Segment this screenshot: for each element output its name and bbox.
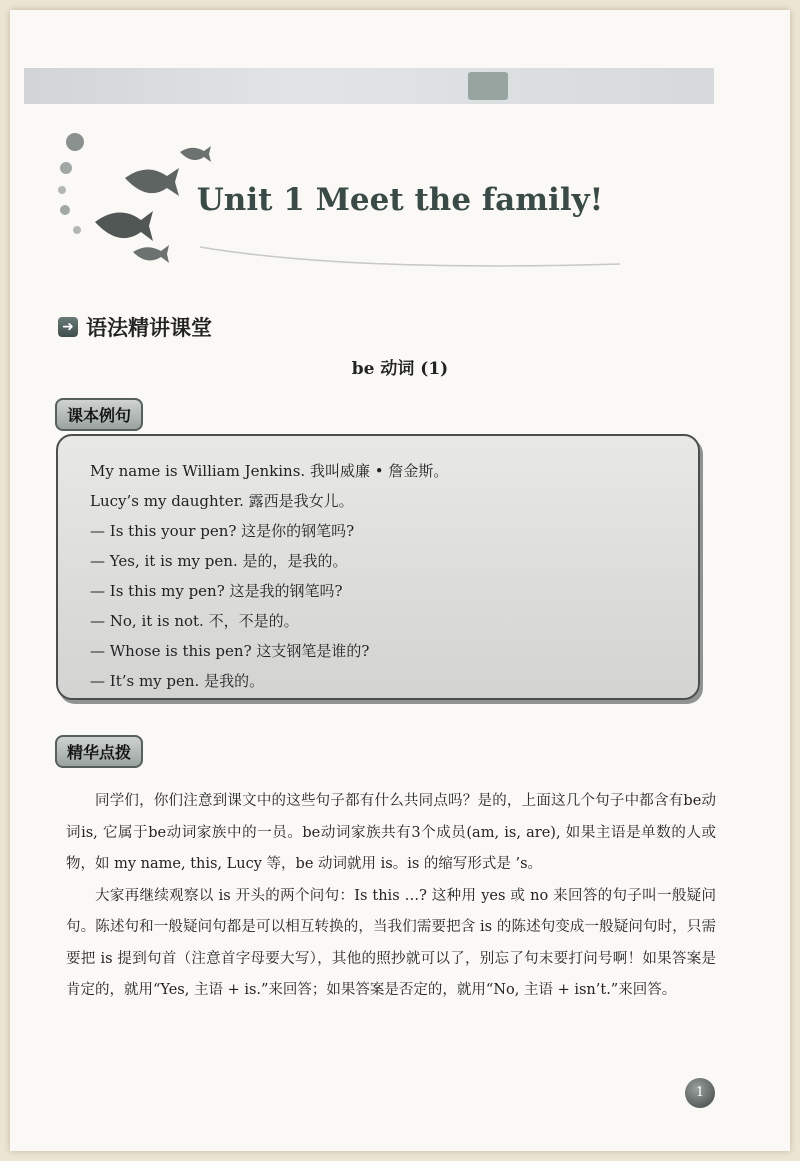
example-sentence: Lucy’s my daughter. 露西是我女儿。 (90, 492, 354, 510)
paragraph: 同学们，你们注意到课文中的这些句子都有什么共同点吗？是的，上面这几个句子中都含有be动词is, 它属于be动词家族中的一员。be动词家族共有3个成员(am, is, are), 如果主语是单数的人或物，如 my name, this, Lucy 等，be 动词就用 is。is 的缩写形式是 ’s。 (66, 793, 716, 872)
paragraph: 大家再继续观察以 is 开头的两个问句：Is this …? 这种用 yes 或 no 来回答的句子叫一般疑问句。陈述句和一般疑问句都是可以相互转换的，当我们需要把含 is 的陈述句变成一般疑问句时，只需要把 is 提到句首（注意首字母要大写），其他的照抄就可以了，别忘了句末要打问号啊！如果答案是肯定的，就用“Yes, 主语 + is.”来回答；如果答案是否定的，就用“No, 主语 + isn’t.”来回答。 (66, 887, 716, 998)
example-sentence: — Is this my pen? 这是我的钢笔吗? (90, 582, 343, 600)
unit-title: Unit 1 Meet the family! (196, 182, 604, 218)
section-heading-text: 语法精讲课堂 (86, 316, 212, 340)
example-sentence: — Whose is this pen? 这支钢笔是谁的? (90, 642, 370, 660)
example-sentence: — No, it is not. 不，不是的。 (90, 612, 299, 630)
header-badge (468, 72, 508, 100)
arrow-icon: ➜ (58, 317, 78, 337)
section-heading (58, 312, 212, 342)
title-underline-curve (200, 242, 620, 272)
explanation-text (66, 786, 716, 1007)
page-number: 1 (685, 1078, 715, 1108)
examples-box (56, 434, 700, 700)
header-band (24, 68, 714, 104)
examples-tag: 课本例句 (55, 398, 143, 431)
examples-list (58, 436, 698, 696)
example-sentence: — Yes, it is my pen. 是的，是我的。 (90, 552, 348, 570)
example-sentence: — It’s my pen. 是我的。 (90, 672, 265, 690)
textbook-page (10, 10, 790, 1151)
tips-tag: 精华点拨 (55, 735, 143, 768)
example-sentence: — Is this your pen? 这是你的钢笔吗? (90, 522, 355, 540)
grammar-title: be 动词 (1) (351, 359, 449, 379)
example-sentence: My name is William Jenkins. 我叫威廉 • 詹金斯。 (90, 462, 449, 480)
